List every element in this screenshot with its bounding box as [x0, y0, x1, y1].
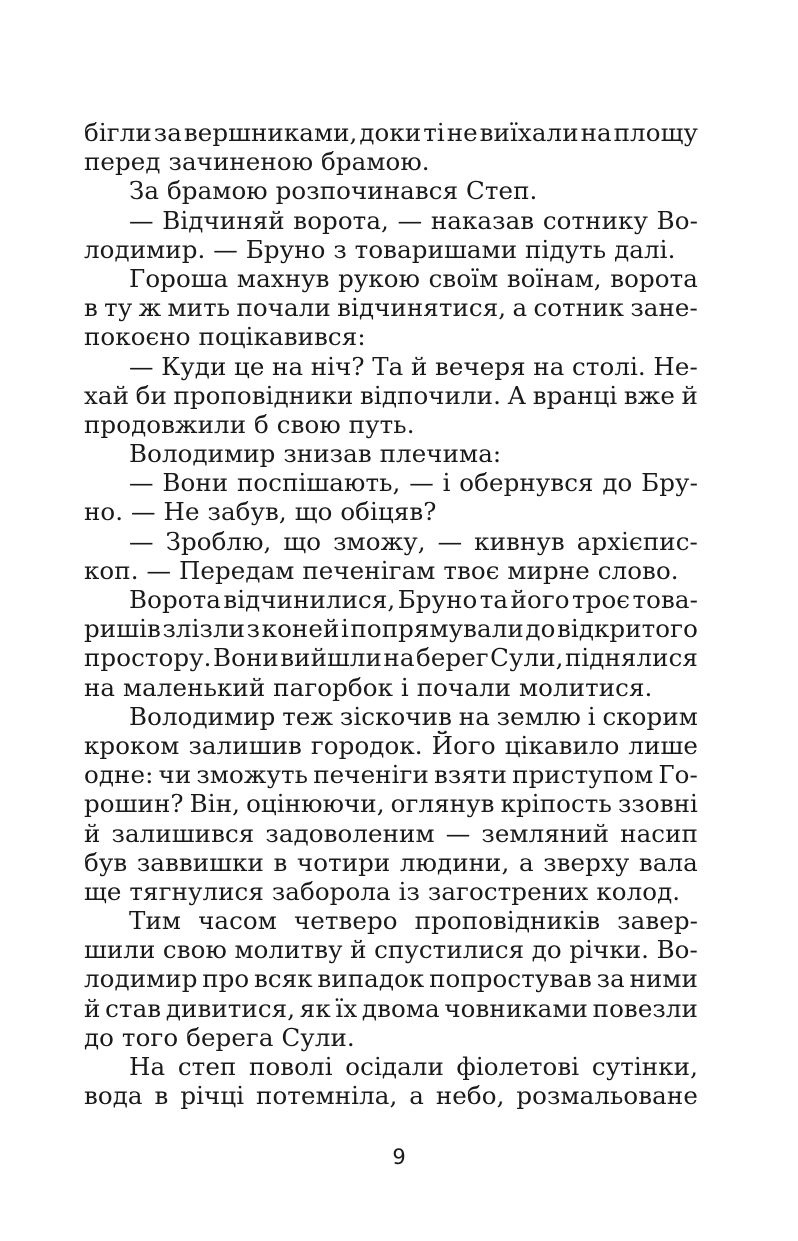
text-line: лодимир. — Бруно з товаришами підуть далі. — [84, 234, 676, 264]
text-line: — Куди це на ніч? Та й вечеря на столі. Не- — [129, 351, 698, 381]
text-line: Ворота відчинилися, Бруно та його троє това- — [129, 585, 698, 614]
text-line: покоєно поцікавився: — [84, 322, 366, 352]
text-line: бігли за вершниками, доки ті не виїхали на площу — [84, 118, 698, 147]
text-line: ще тягнулися заборола із загострених колод. — [84, 876, 681, 906]
text-line: — Зроблю, що зможу, — кивнув архієпис- — [129, 526, 698, 556]
text-line: був заввишки в чотири людини, а зверху вала — [84, 847, 698, 877]
page-number: 9 — [392, 1145, 406, 1169]
text-line: простору. Вони вийшли на берег Сули, піднялися — [84, 643, 698, 673]
text-line: продовжили б свою путь. — [84, 409, 415, 439]
text-line: ришів злізли з коней і попрямували до відкритого — [84, 614, 698, 644]
text-line: й залишився задоволеним — земляний насип — [84, 818, 698, 848]
text-line: За брамою розпочинався Степ. — [129, 176, 538, 206]
text-line: до того берега Сули. — [84, 1022, 355, 1052]
text-line: й став дивитися, як їх двома човниками повезли — [84, 993, 698, 1023]
text-line: вода в річці потемніла, а небо, розмальоване — [84, 1081, 698, 1111]
text-line: но. — Не забув, що обіцяв? — [84, 497, 437, 527]
text-line: на маленький пагорбок і почали молитися. — [84, 672, 653, 702]
text-line: одне: чи зможуть печеніги взяти приступом Го- — [84, 760, 698, 790]
text-line: в ту ж мить почали відчинятися, а сотник зане- — [84, 293, 698, 323]
text-line: перед зачиненою брамою. — [84, 147, 430, 177]
text-line: рошин? Він, оцінюючи, оглянув кріпость ззовні — [84, 789, 698, 819]
text-line: Гороша махнув рукою своїм воїнам, ворота — [129, 263, 698, 293]
text-line: кроком залишив городок. Його цікавило лише — [84, 730, 698, 760]
text-line: лодимир про всяк випадок попростував за ними — [84, 964, 698, 994]
page-body — [84, 118, 698, 1110]
text-line: — Вони поспішають, — і обернувся до Бру- — [129, 468, 698, 498]
text-line: коп. — Передам печенігам твоє мирне слово. — [84, 555, 679, 585]
text-line: шили свою молитву й спустилися до річки. Во- — [84, 935, 698, 965]
text-line: На степ поволі осідали фіолетові сутінки, — [129, 1052, 698, 1081]
text-line: хай би проповідники відпочили. А вранці вже й — [84, 380, 698, 410]
text-line: Володимир знизав плечима: — [129, 439, 502, 469]
text-line: Тим часом четверо проповідників завер- — [129, 906, 698, 936]
text-line: — Відчиняй ворота, — наказав сотнику Во- — [129, 205, 698, 235]
text-line: Володимир теж зіскочив на землю і скорим — [129, 701, 698, 731]
